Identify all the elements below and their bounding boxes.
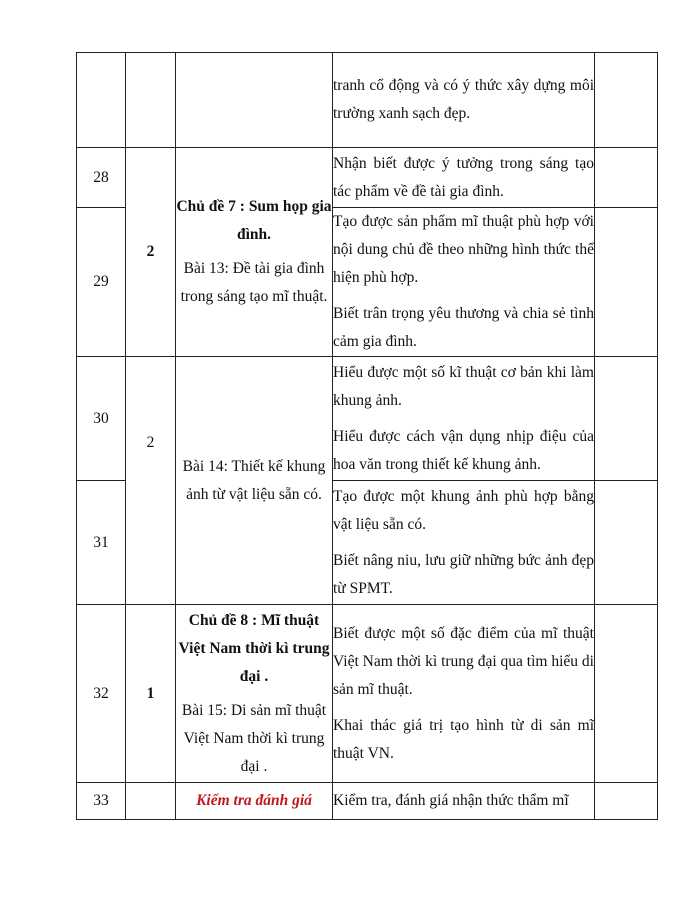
exam-title: Kiểm tra đánh giá	[176, 783, 333, 820]
requirements-cell	[333, 783, 595, 820]
notes-cell	[595, 357, 658, 481]
requirements-cell	[333, 357, 595, 481]
lesson-number-cell: 33	[77, 783, 126, 820]
notes-cell	[595, 53, 658, 148]
lesson-title: Bài 13: Đề tài gia đình trong sáng tạo mĩ thuật.	[180, 260, 328, 305]
curriculum-table	[76, 52, 658, 820]
lesson-number-cell: 30	[77, 357, 126, 481]
weeks-cell: 2	[126, 148, 176, 357]
notes-cell	[595, 783, 658, 820]
requirements-cell	[333, 605, 595, 783]
notes-cell	[595, 481, 658, 605]
topic-heading: Chủ đề 8 : Mĩ thuật Việt Nam thời kì trung đại .	[178, 611, 330, 685]
notes-cell	[595, 605, 658, 783]
table-row	[77, 605, 658, 783]
weeks-cell	[126, 783, 176, 820]
requirement-text: Tạo được một khung ảnh phù hợp bằng vật liệu sẵn có.	[333, 487, 594, 533]
requirement-text: Tạo được sản phẩm mĩ thuật phù hợp với nội dung chủ đề theo những hình thức thể hiện phù hợp.	[333, 213, 594, 286]
requirement-text: Kiểm tra, đánh giá nhận thức thẩm mĩ	[333, 792, 569, 809]
topic-cell	[176, 53, 333, 148]
requirement-text: Nhận biết được ý tưởng trong sáng tạo tác phẩm về đề tài gia đình.	[333, 154, 594, 200]
requirement-text: Biết nâng niu, lưu giữ những bức ảnh đẹp từ SPMT.	[333, 551, 594, 597]
notes-cell	[595, 148, 658, 208]
notes-cell	[595, 208, 658, 357]
lesson-number-cell: 32	[77, 605, 126, 783]
lesson-number-cell: 31	[77, 481, 126, 605]
topic-cell	[176, 605, 333, 783]
requirement-text: Hiểu được cách vận dụng nhịp điệu của hoa văn trong thiết kế khung ảnh.	[333, 427, 594, 473]
requirements-cell	[333, 148, 595, 208]
table-row	[77, 357, 658, 481]
lesson-number-cell	[77, 53, 126, 148]
table-row	[77, 148, 658, 208]
requirement-text: Khai thác giá trị tạo hình từ di sản mĩ thuật VN.	[333, 716, 594, 762]
weeks-cell: 2	[126, 357, 176, 605]
weeks-cell: 1	[126, 605, 176, 783]
requirements-cell	[333, 481, 595, 605]
requirement-text: Biết được một số đặc điểm của mĩ thuật Việt Nam thời kì trung đại qua tìm hiểu di sản mĩ thuật.	[333, 624, 594, 698]
weeks-cell	[126, 53, 176, 148]
lesson-number-cell: 28	[77, 148, 126, 208]
topic-cell	[176, 357, 333, 605]
topic-heading: Chủ đề 7 : Sum họp gia đình.	[176, 198, 332, 243]
requirement-text: tranh cổ động và có ý thức xây dựng môi trường xanh sạch đẹp.	[333, 77, 594, 122]
requirements-cell	[333, 53, 595, 148]
requirement-text: Biết trân trọng yêu thương và chia sẻ tình cảm gia đình.	[333, 305, 594, 350]
requirement-text: Hiểu được một số kĩ thuật cơ bản khi làm khung ảnh.	[333, 363, 594, 409]
requirements-cell	[333, 208, 595, 357]
lesson-number-cell: 29	[77, 208, 126, 357]
lesson-title: Bài 14: Thiết kế khung ảnh từ vật liệu sẵn có.	[182, 457, 326, 503]
table-row	[77, 783, 658, 820]
lesson-title: Bài 15: Di sản mĩ thuật Việt Nam thời kì trung đại .	[181, 701, 327, 775]
topic-cell	[176, 148, 333, 357]
table-row	[77, 53, 658, 148]
